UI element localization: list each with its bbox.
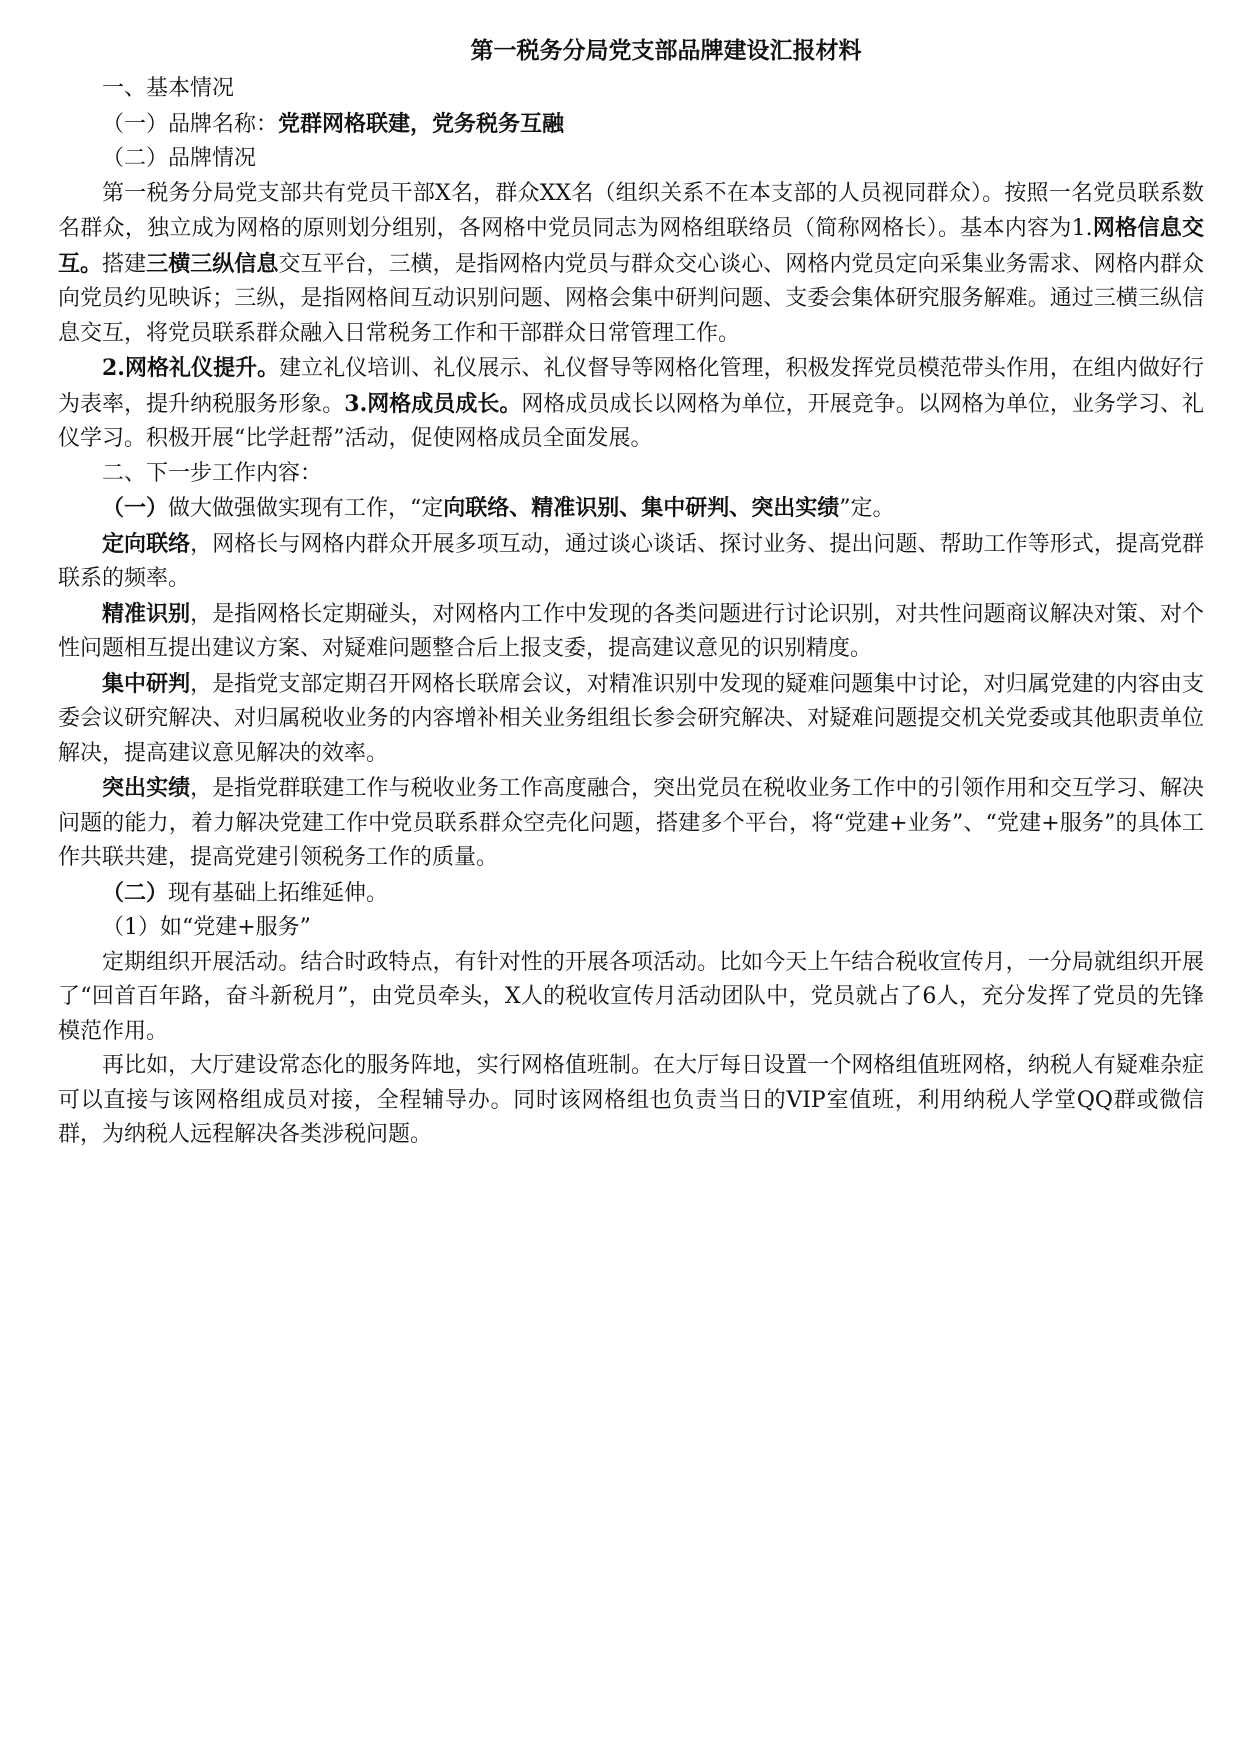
bold-run: 集中研判 (102, 670, 191, 697)
bold-run: （一） (102, 495, 169, 521)
bold-run: 向联络、精准识别、集中研判、突出实绩 (443, 495, 840, 521)
paragraph-hall-duty: 再比如，大厅建设常态化的服务阵地，实行网格值班制。在大厅每日设置一个网格组值班网格，纳税人有疑难杂症可以直接与该网格组成员对接，全程辅导办。同时该网格组也负责当日的VIP室值班，利用纳税人学堂QQ群或微信群，为纳税人远程解决各类涉税问题。 (58, 1053, 1204, 1147)
bold-run: 精准识别 (102, 600, 191, 627)
text-run: 建立礼仪培训、礼仪展示、礼仪督导等网格化管理，积极发挥党员模范带头作用，在组内做好行为表率，提升纳税服务形象。 (58, 356, 1204, 417)
text-run: 搭建 (102, 251, 147, 277)
brand-name-line (58, 107, 1204, 143)
text-run: 网格成员成长以网格为单位，开展竞争。以网格为单位，业务学习、礼仪学习。积极开展“比学赶帮”活动，促使网格成员全面发展。 (58, 391, 1204, 451)
section-heading-next-steps: 二、下一步工作内容： (102, 460, 323, 486)
subsection-one-line (58, 491, 1204, 527)
bold-run: 突出实绩 (102, 775, 191, 801)
sub-item-party-service: （1）如“党建+服务” (102, 915, 311, 940)
paragraph-centralized-analysis (58, 667, 1204, 772)
bold-run: 三横三纵信息 (146, 250, 279, 277)
bold-run: 2.网格礼仪提升。 (102, 355, 280, 381)
text-run: 现有基础上拓维延伸。 (168, 880, 389, 906)
paragraph-grid-info (58, 177, 1204, 352)
bold-run: 定向联络 (102, 530, 191, 557)
document-page (58, 30, 1204, 1153)
brand-name-label: （一）品牌名称： (102, 111, 279, 137)
text-run: 第一税务分局党支部共有党员干部X名，群众XX名（组织关系不在本支部的人员视同群众）。按照一名党员联系数名群众，独立成为网格的原则划分组别，各网格中党员同志为网格组联络员（简称网格长）。基本内容为1. (58, 180, 1204, 241)
text-run: ，网格长与网格内群众开展多项互动，通过谈心谈话、探讨业务、提出问题、帮助工作等形式，提高党群联系的频率。 (58, 531, 1204, 591)
paragraph-outstanding-results (58, 771, 1204, 876)
paragraph-activities: 定期组织开展活动。结合时政特点，有针对性的开展各项活动。比如今天上午结合税收宣传月，一分局就组织开展了“回首百年路，奋斗新税月”，由党员牵头，X人的税收宣传月活动团队中，党员就占了6人，充分发挥了党员的先锋模范作用。 (58, 949, 1204, 1044)
brand-situation-heading: （二）品牌情况 (102, 146, 257, 171)
text-run: ，是指网格长定期碰头，对网格内工作中发现的各类问题进行讨论识别，对共性问题商议解决对策、对个性问题相互提出建议方案、对疑难问题整合后上报支委，提高建议意见的识别精度。 (58, 601, 1204, 661)
text-run: ，是指党群联建工作与税收业务工作高度融合，突出党员在税收业务工作中的引领作用和交互学习、解决问题的能力，着力解决党建工作中党员联系群众空壳化问题，搭建多个平台，将“党建+业务”、“党建+服务”的具体工作共联共建，提高党建引领税务工作的质量。 (58, 776, 1204, 870)
text-run: 做大做强做实现有工作，“定 (168, 496, 444, 521)
text-run: ，是指党支部定期召开网格长联席会议，对精准识别中发现的疑难问题集中讨论，对归属党建的内容由支委会议研究解决、对归属税收业务的内容增补相关业务组组长参会研究解决、对疑难问题提交机关党委或其他职责单位解决，提高建议意见解决的效率。 (58, 671, 1204, 766)
brand-name-value: 党群网格联建，党务税务互融 (278, 110, 565, 137)
text-run: ”定。 (839, 496, 895, 521)
paragraph-precise-identification (58, 597, 1204, 667)
paragraph-directional-contact (58, 527, 1204, 597)
bold-run: 3.网格成员成长。 (344, 390, 522, 417)
document-title: 第一税务分局党支部品牌建设汇报材料 (470, 37, 862, 64)
subsection-two-line (58, 876, 1204, 912)
section-heading-basic: 一、基本情况 (102, 76, 235, 101)
paragraph-grid-etiquette (58, 351, 1204, 457)
bold-run: （二） (102, 879, 169, 906)
bold-run: 网格信息交互。 (58, 215, 1204, 277)
text-run: 交互平台，三横，是指网格内党员与群众交心谈心、网格内党员定向采集业务需求、网格内群众向党员约见映诉；三纵，是指网格间互动识别问题、网格会集中研判问题、支委会集体研究服务解难。通过三横三纵信息交互，将党员联系群众融入日常税务工作和干部群众日常管理工作。 (58, 251, 1204, 346)
